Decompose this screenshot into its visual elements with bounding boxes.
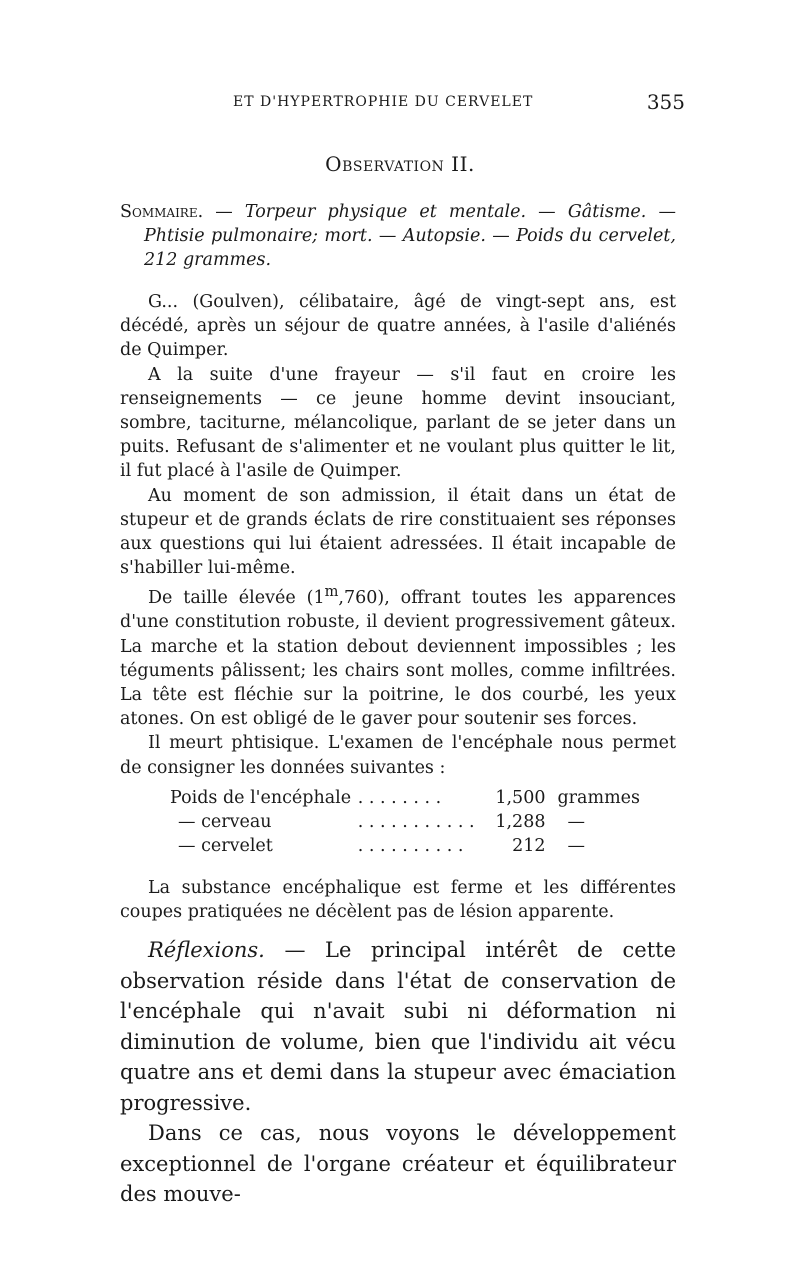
summary-dash: — bbox=[372, 226, 403, 247]
running-title: ET D'HYPERTROPHIE DU CERVELET bbox=[233, 94, 534, 110]
paragraph-text: ,760), offrant toutes les apparences d'une constitution robuste, il devient progressivement gâteux. La marche et la station debout deviennent impossibles ; les téguments pâlissent; les chairs sont molles, comme infiltrées. La tête est fléchie sur la poitrine, le dos courbé, les yeux atones. On est obligé de le gaver pour soutenir ses forces. bbox=[120, 588, 676, 730]
reflexions-label: Réflexions. bbox=[148, 938, 265, 962]
weight-value: 1,500 bbox=[495, 788, 546, 808]
weight-label: Poids de l'encéphale bbox=[170, 788, 352, 808]
weight-unit: — bbox=[567, 812, 585, 832]
summary-item: Autopsie. bbox=[402, 226, 486, 247]
weight-value: 212 bbox=[512, 836, 546, 856]
weight-label-text: — cervelet bbox=[178, 836, 273, 856]
summary-block bbox=[120, 200, 676, 273]
table-row bbox=[170, 810, 640, 834]
superscript: m bbox=[324, 583, 339, 601]
table-row bbox=[170, 834, 640, 858]
summary-item: Torpeur physique et mentale. bbox=[244, 202, 527, 222]
weight-value: 1,288 bbox=[495, 812, 546, 832]
summary-dash: — bbox=[485, 226, 517, 247]
conclusion-block bbox=[120, 876, 676, 924]
weight-label bbox=[170, 810, 358, 834]
summary-label: Sommaire. bbox=[120, 202, 204, 222]
leader-dots: . . . . . . . . . . bbox=[357, 836, 464, 856]
body-paragraph: Au moment de son admission, il était dans un état de stupeur et de grands éclats de rire constituaient ses réponses aux questions qui lui étaient adressées. Il était incapable de s'habiller lui-même. bbox=[120, 485, 676, 579]
final-paragraph: Dans ce cas, nous voyons le développement exceptionnel de l'organe créateur et équilibrateur des mouve- bbox=[120, 1121, 676, 1206]
weight-label-text: — cerveau bbox=[178, 812, 272, 832]
summary-dash: — bbox=[203, 202, 245, 222]
summary-dash: — bbox=[526, 202, 568, 222]
page-number: 355 bbox=[646, 90, 685, 114]
body-paragraph bbox=[120, 580, 676, 731]
body-paragraph: Il meurt phtisique. L'examen de l'encéphale nous permet de consigner les données suivantes : bbox=[120, 733, 676, 778]
weight-label bbox=[170, 834, 358, 858]
leader-dots: . . . . . . . . bbox=[357, 788, 442, 808]
summary-item: Phtisie pulmonaire; mort. bbox=[144, 226, 373, 247]
summary-item: Poids du cervelet, 212 grammes. bbox=[144, 226, 676, 271]
table-row bbox=[170, 786, 640, 810]
body-paragraph: La substance encéphalique est ferme et les différentes coupes pratiquées ne décèlent pas de lésion apparente. bbox=[120, 878, 676, 923]
weight-unit: — bbox=[567, 836, 585, 856]
body-paragraph: G... (Goulven), célibataire, âgé de vingt-sept ans, est décédé, après un séjour de quatre années, à l'asile d'aliénés de Quimper. bbox=[120, 292, 676, 361]
observation-title: Observation II. bbox=[325, 152, 475, 176]
summary-item: Gâtisme. bbox=[567, 202, 647, 222]
leader-dots: . . . . . . . . . . . bbox=[357, 812, 475, 832]
weights-table bbox=[170, 786, 640, 858]
summary-paragraph bbox=[120, 200, 676, 273]
reflexions-text: — Le principal intérêt de cette observation réside dans l'état de conservation de l'encéphale qui n'avait subi ni déformation ni diminution de volume, bien que l'individu ait vécu quatre ans et demi dans la stupeur avec émaciation progressive. bbox=[120, 938, 676, 1115]
body-paragraph: A la suite d'une frayeur — s'il faut en croire les renseignements — ce jeune homme devint insouciant, sombre, taciturne, mélancolique, parlant de se jeter dans un puits. Refusant de s'alimenter et ne voulant plus quitter le lit, il fut placé à l'asile de Quimper. bbox=[120, 364, 676, 482]
paragraph-text: De taille élevée (1 bbox=[148, 588, 325, 609]
case-description bbox=[120, 290, 676, 780]
summary-dash: — bbox=[646, 202, 676, 222]
reflexions-paragraph bbox=[120, 935, 676, 1118]
reflexions-block bbox=[120, 935, 676, 1210]
weight-unit: grammes bbox=[557, 788, 640, 808]
